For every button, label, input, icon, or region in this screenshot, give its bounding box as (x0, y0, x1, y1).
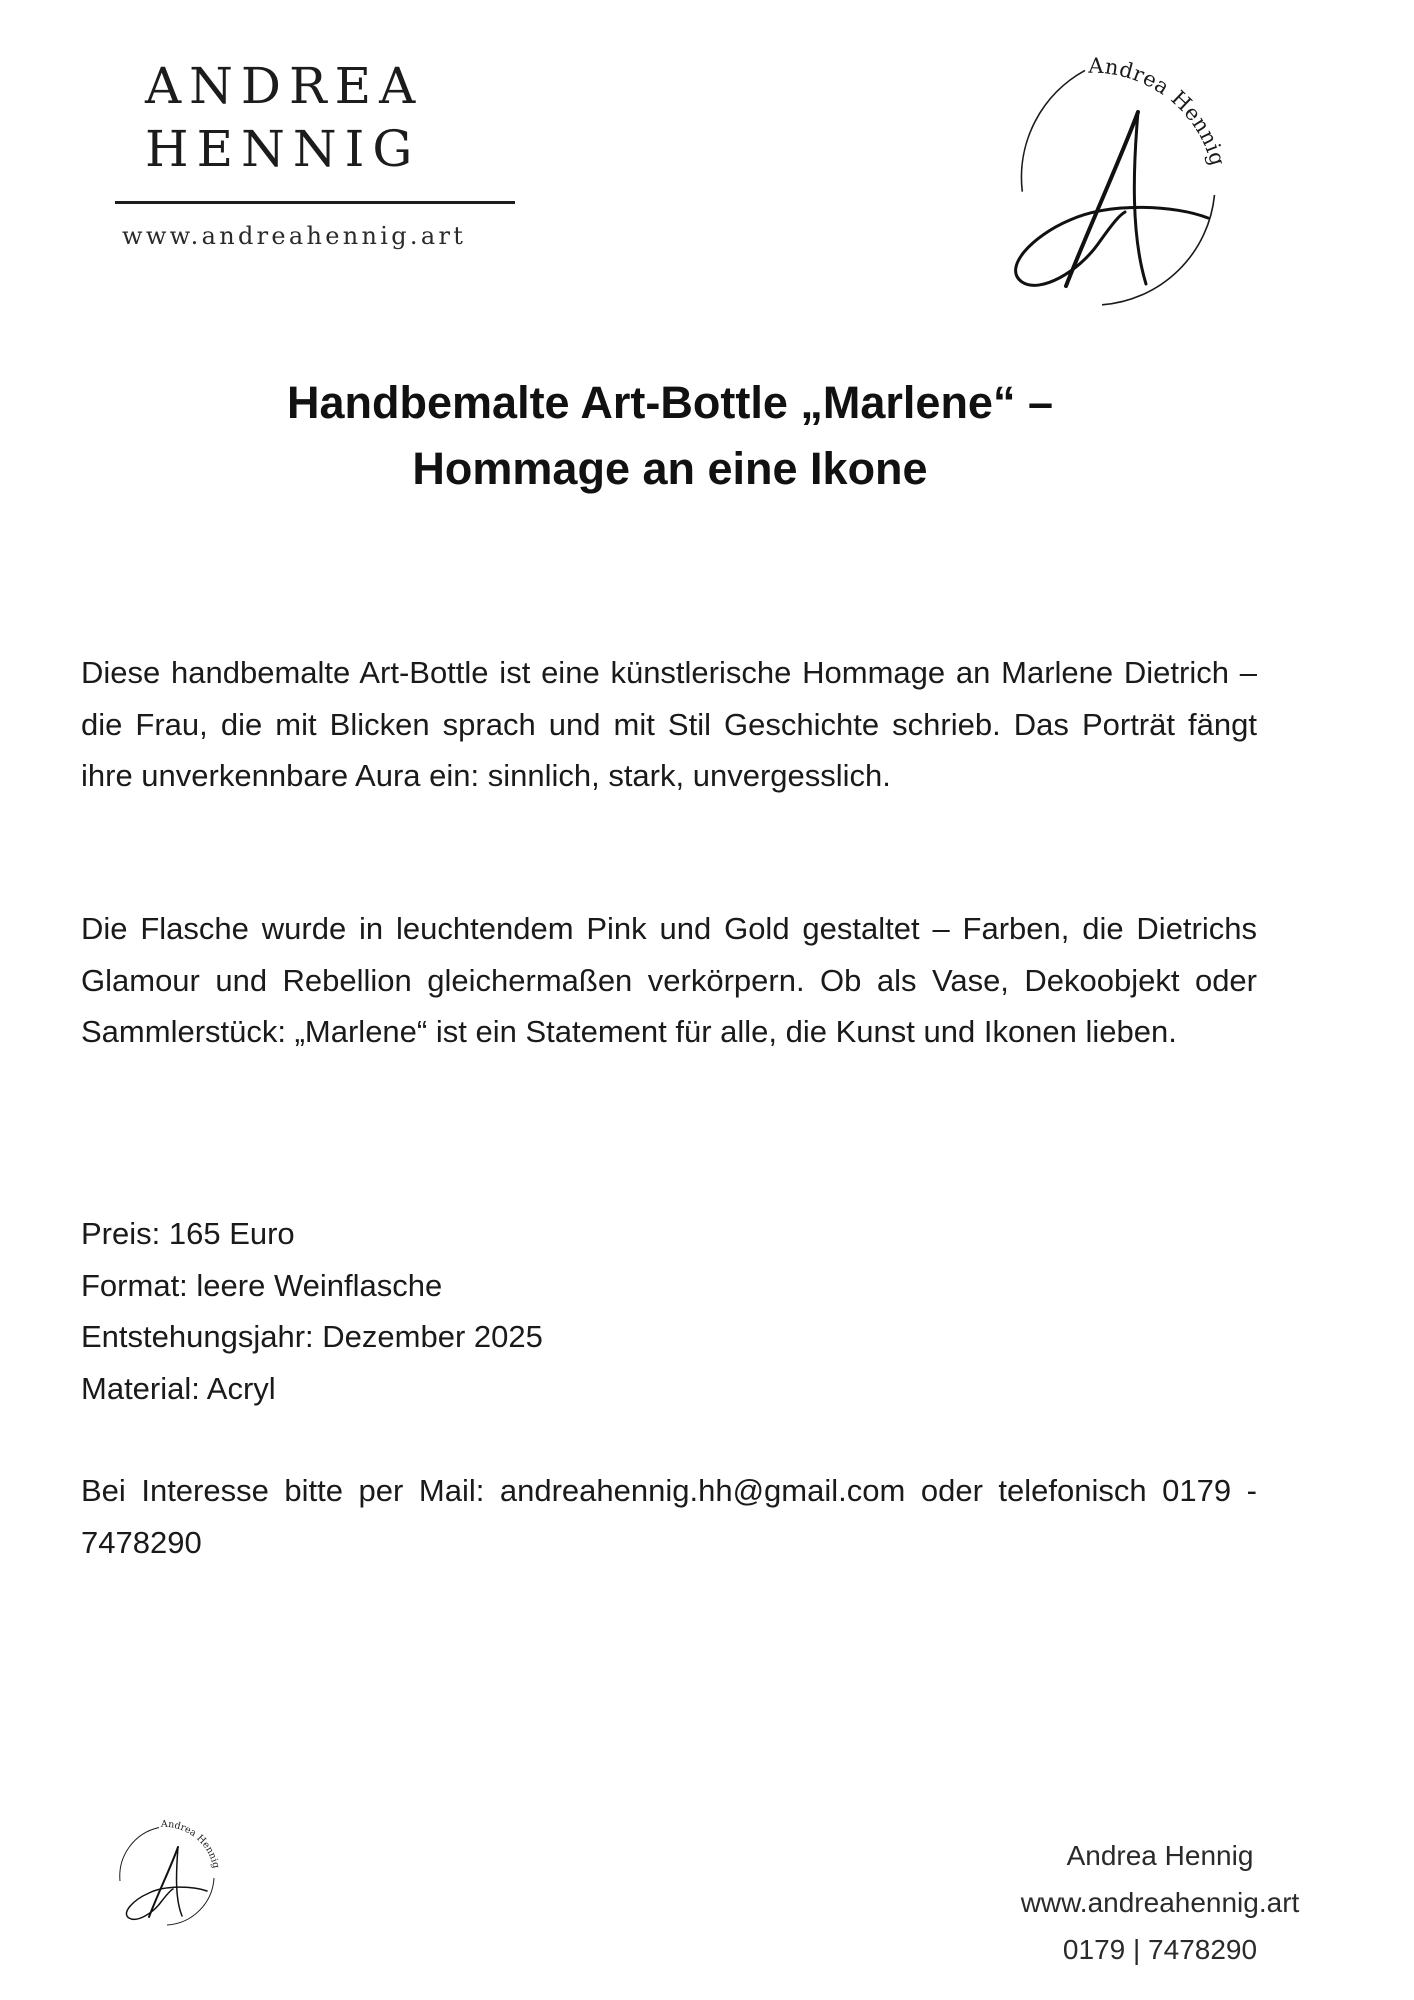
description-paragraph-2: Die Flasche wurde in leuchtendem Pink und Gold gestaltet – Farben, die Dietrichs Glamour und Rebellion gleichermaßen verkörpern. Ob als Vase, Dekoobjekt oder Sammlerstück: „Marlene“ ist ein Statement für alle, die Kunst und Ikonen lieben. (81, 911, 1257, 1049)
footer-website: www.andreahennig.art (1020, 1887, 1300, 1918)
footer-phone: 0179 | 7478290 (1062, 1934, 1258, 1965)
contact-paragraph: Bei Interesse bitte per Mail: andreahennig.hh@gmail.com oder telefonisch 0179 - 7478290 (81, 1473, 1257, 1560)
detail-material: Material: Acryl (81, 1370, 276, 1406)
footer-contact (950, 1832, 1370, 1973)
svg-text:Andrea Hennig (160, 1819, 221, 1869)
detail-year: Entstehungsjahr: Dezember 2025 (81, 1319, 543, 1354)
title-line-1: Handbemalte Art-Bottle „Marlene“ – (287, 377, 1053, 428)
detail-price: Preis: 165 Euro (81, 1216, 295, 1251)
title-line-2: Hommage an eine Ikone (412, 443, 928, 494)
brand-divider (115, 201, 515, 204)
brand-wordmark (115, 55, 515, 250)
document-title (150, 370, 1190, 502)
brand-name-line2: HENNIG (145, 120, 421, 178)
footer-name: Andrea Hennig (1066, 1840, 1254, 1871)
description-paragraph-1: Diese handbemalte Art-Bottle ist eine künstlerische Hommage an Marlene Dietrich – die Frau, die mit Blicken sprach und mit Stil Geschichte schrieb. Das Porträt fängt ihre unverkennbare Aura ein: sinnlich, stark, unvergesslich. (81, 655, 1257, 793)
svg-text:Andrea Hennig (1087, 54, 1230, 169)
brand-website: www.andreahennig.art (122, 222, 467, 250)
footer-logo-arc-text: Andrea Hennig (160, 1818, 222, 1870)
logo-arc-text: Andrea Hennig (1088, 53, 1231, 169)
product-details (81, 1208, 543, 1414)
footer-logo-icon (105, 1815, 235, 1930)
brand-name-line1: ANDREA (145, 57, 424, 115)
signature-logo-icon (970, 40, 1270, 310)
detail-format: Format: leere Weinflasche (81, 1267, 443, 1303)
